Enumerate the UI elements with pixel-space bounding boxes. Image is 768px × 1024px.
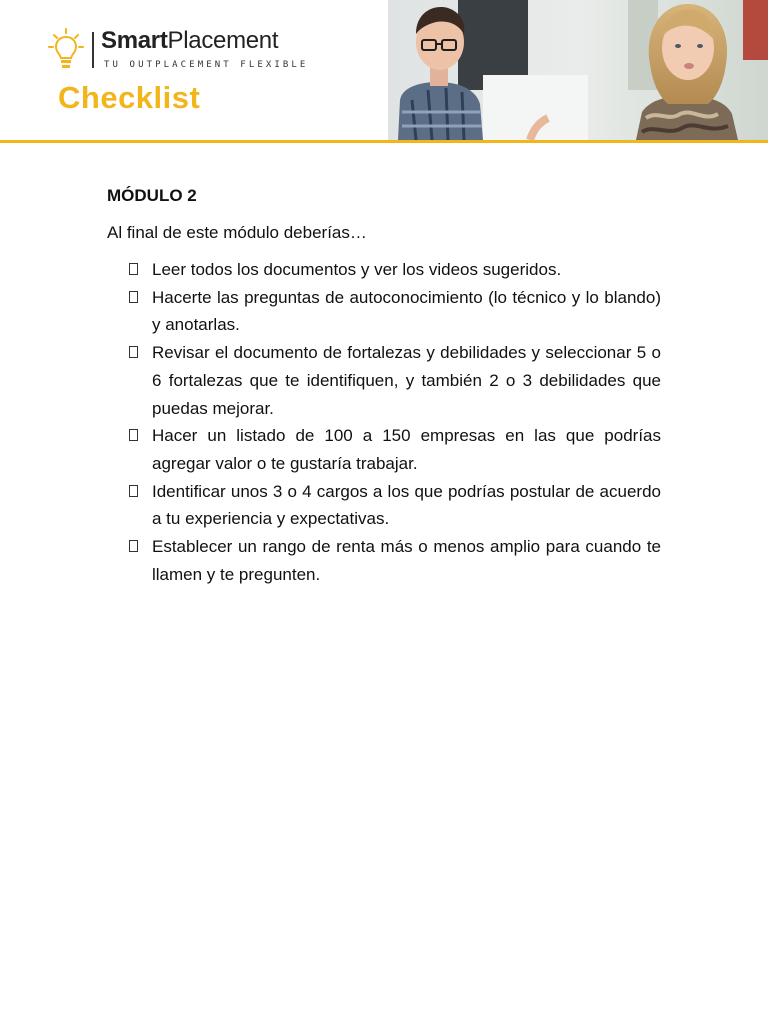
logo-divider xyxy=(92,32,94,68)
checkbox-icon[interactable] xyxy=(129,291,138,303)
brand-tagline: TU OUTPLACEMENT FLEXIBLE xyxy=(104,60,309,70)
checklist-item xyxy=(127,284,661,339)
intro-text: Al final de este módulo deberías… xyxy=(107,223,367,242)
page-header xyxy=(0,0,768,142)
checklist-item xyxy=(127,256,661,284)
brand-name-light: Placement xyxy=(167,27,279,54)
checkbox-icon[interactable] xyxy=(129,485,138,497)
brand-name xyxy=(101,27,278,55)
checkbox-icon[interactable] xyxy=(129,540,138,552)
checklist-content xyxy=(107,183,661,588)
checklist-item xyxy=(127,339,661,422)
lightbulb-icon xyxy=(48,27,84,71)
header-photo xyxy=(388,0,768,140)
checklist-item xyxy=(127,422,661,477)
checklist-item-text: Hacer un listado de 100 a 150 empresas en las que podrías agregar valor o te gustaría trabajar. xyxy=(152,426,661,473)
checkbox-icon[interactable] xyxy=(129,263,138,275)
checkbox-icon[interactable] xyxy=(129,429,138,441)
checklist-item-text: Identificar unos 3 o 4 cargos a los que podrías postular de acuerdo a tu experiencia y expectativas. xyxy=(152,481,661,529)
checklist-item-text: Hacerte las preguntas de autoconocimiento (lo técnico y lo blando) y anotarlas. xyxy=(152,287,661,335)
brand-name-bold: Smart xyxy=(101,27,168,54)
header-divider xyxy=(0,140,768,143)
checklist-item-text: Leer todos los documentos y ver los videos sugeridos. xyxy=(152,260,562,279)
checkbox-icon[interactable] xyxy=(129,346,138,358)
checklist-item xyxy=(127,533,661,588)
checklist xyxy=(127,256,661,588)
checklist-item xyxy=(127,478,661,533)
checklist-item-text: Revisar el documento de fortalezas y debilidades y seleccionar 5 o 6 fortalezas que te identifiquen, y también 2 o 3 debilidades que puedas mejorar. xyxy=(152,343,661,418)
module-title: MÓDULO 2 xyxy=(107,186,197,205)
page-title: Checklist xyxy=(58,80,201,115)
checklist-item-text: Establecer un rango de renta más o menos amplio para cuando te llamen y te pregunten. xyxy=(152,537,661,584)
